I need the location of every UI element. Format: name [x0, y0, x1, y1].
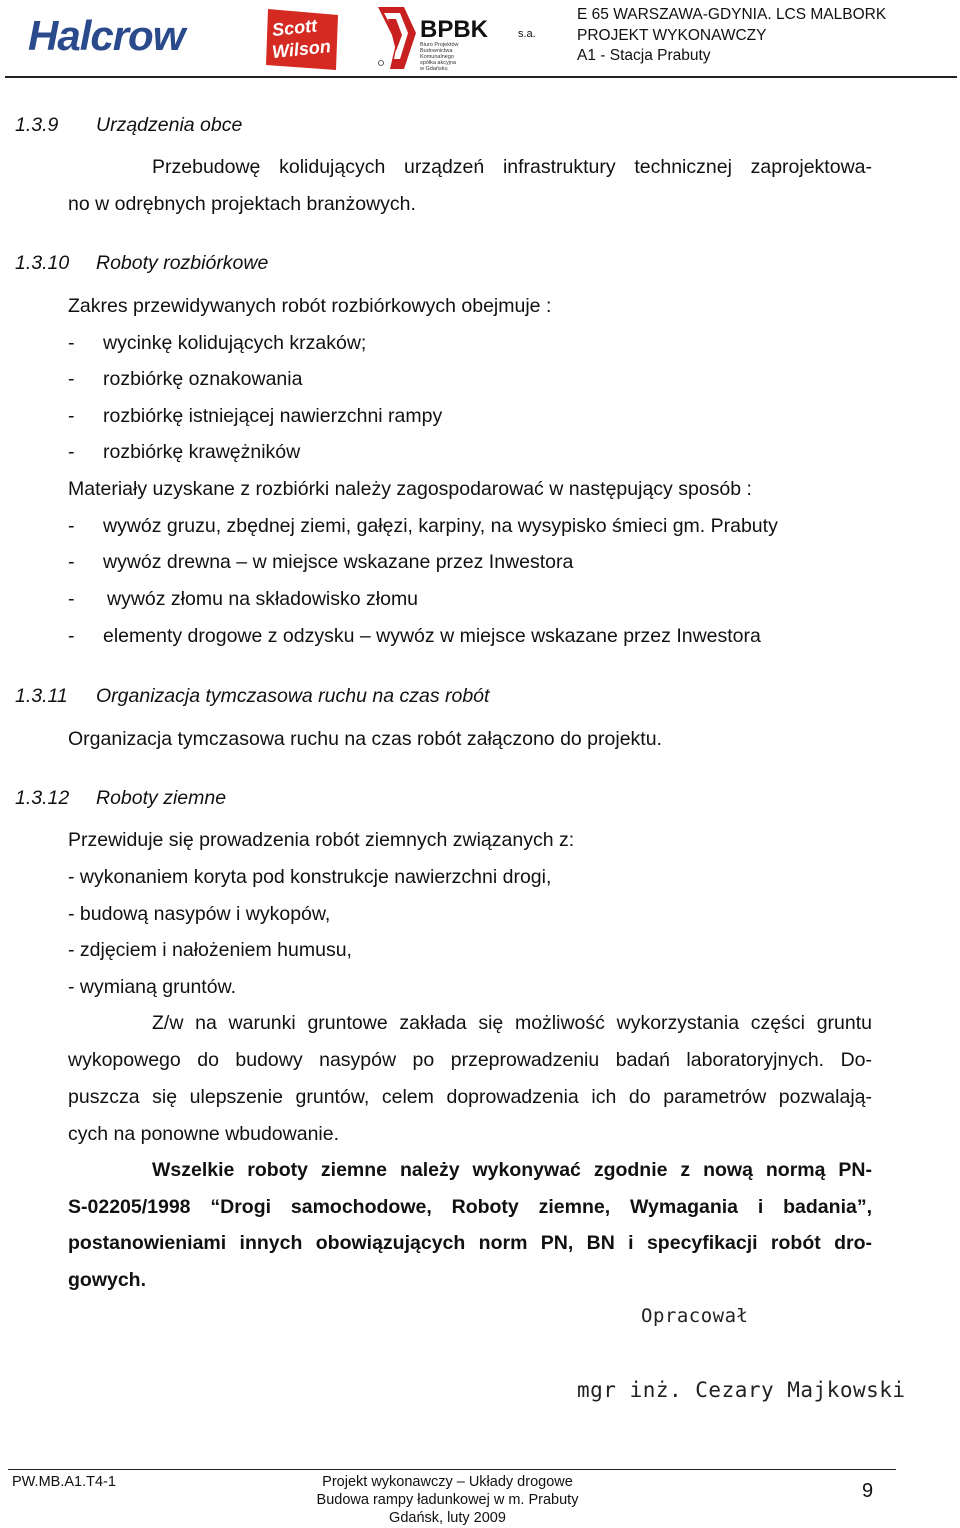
bold-paragraph-line: postanowieniami innych obowiązujących norm PN, BN i specyfikacji robót dro- [68, 1232, 872, 1254]
paragraph-line: Z/w na warunki gruntowe zakłada się możliwość wykorzystania części gruntu [152, 1012, 872, 1034]
paragraph-line: Przebudowę kolidujących urządzeń infrastruktury technicznej zaprojektowa- [152, 156, 872, 178]
footer-line: Projekt wykonawczy – Układy drogowe [322, 1474, 573, 1490]
list-dash: - [68, 441, 75, 463]
header-info [577, 5, 886, 67]
list-dash: - [68, 405, 75, 427]
footer-rule [8, 1469, 896, 1470]
section-number: 1.3.10 [15, 252, 70, 274]
list-dash: - [68, 515, 75, 537]
bpbk-small-2: Budownictwa [420, 48, 453, 54]
page-number: 9 [862, 1480, 874, 1502]
section-title: Roboty ziemne [96, 787, 227, 809]
section-title: Roboty rozbiórkowe [96, 252, 269, 274]
halcrow-logo-text: Halcrow [28, 14, 185, 56]
section-number: 1.3.9 [15, 114, 59, 136]
list-item: rozbiórkę oznakowania [103, 368, 303, 390]
section-number: 1.3.11 [15, 685, 68, 707]
list-dash: - [68, 332, 75, 354]
footer-center [300, 1473, 595, 1527]
section-title: Urządzenia obce [96, 114, 243, 136]
list-item: wywóz złomu na składowisko złomu [107, 588, 419, 610]
header-line-station: A1 - Stacja Prabuty [577, 47, 711, 64]
list-item: elementy drogowe z odzysku – wywóz w miejsce wskazane przez Inwestora [103, 625, 761, 647]
bpbk-small-1: Biuro Projektów [420, 42, 459, 48]
bpbk-small-4: spółka akcyjna [420, 60, 457, 66]
list-item: rozbiórkę krawężników [103, 441, 301, 463]
bold-paragraph-line: Wszelkie roboty ziemne należy wykonywać zgodnie z nową normą PN- [152, 1159, 872, 1181]
list-item: wywóz gruzu, zbędnej ziemi, gałęzi, karpiny, na wysypisko śmieci gm. Prabuty [103, 515, 778, 537]
bpbk-suffix-text: s.a. [518, 28, 536, 40]
list-dash: - [68, 368, 75, 390]
section-title: Organizacja tymczasowa ruchu na czas robót [96, 685, 490, 707]
bpbk-logo-text: BPBK [420, 16, 489, 43]
bpbk-small-3: Komunalnego [420, 54, 454, 60]
scott-wilson-logo [264, 7, 340, 72]
footer-line: Gdańsk, luty 2009 [389, 1510, 506, 1526]
header-rule [5, 76, 957, 78]
paragraph-line: Organizacja tymczasowa ruchu na czas robót załączono do projektu. [68, 728, 662, 750]
paragraph-line: no w odrębnych projektach branżowych. [68, 193, 416, 215]
header-line-project: E 65 WARSZAWA-GDYNIA. LCS MALBORK [577, 6, 887, 23]
signature-label: Opracował [641, 1305, 749, 1327]
paragraph-line: wykopowego do budowy nasypów po przeprowadzeniu badań laboratoryjnych. Do- [68, 1049, 872, 1071]
bold-paragraph-line: S-02205/1998 “Drogi samochodowe, Roboty ziemne, Wymagania i badania”, [68, 1196, 872, 1218]
list-item: - wykonaniem koryta pod konstrukcje nawierzchni drogi, [68, 866, 552, 888]
footer-line: Budowa rampy ładunkowej w m. Prabuty [316, 1492, 579, 1508]
section-number: 1.3.12 [15, 787, 70, 809]
list-intro: Materiały uzyskane z rozbiórki należy zagospodarować w następujący sposób : [68, 478, 752, 500]
paragraph-line: puszcza się ulepszenie gruntów, celem doprowadzenia ich do parametrów pozwalają- [68, 1086, 872, 1108]
list-dash: - [68, 551, 75, 573]
list-item: - budową nasypów i wykopów, [68, 903, 331, 925]
list-dash: - [68, 588, 75, 610]
list-item: rozbiórkę istniejącej nawierzchni rampy [103, 405, 443, 427]
footer-doc-code: PW.MB.A1.T4-1 [12, 1474, 116, 1490]
bpbk-logo [376, 3, 540, 71]
list-intro: Przewiduje się prowadzenia robót ziemnych związanych z: [68, 829, 575, 851]
list-item: - zdjęciem i nałożeniem humusu, [68, 939, 352, 961]
list-item: - wymianą gruntów. [68, 976, 236, 998]
bold-paragraph-line: gowych. [68, 1269, 147, 1291]
signature-name: mgr inż. Cezary Majkowski [577, 1378, 906, 1402]
scott-logo-text: Scott [271, 15, 318, 41]
list-dash: - [68, 625, 75, 647]
bpbk-small-5: w Gdańsku [420, 66, 448, 71]
list-item: wycinkę kolidujących krzaków; [103, 332, 367, 354]
list-intro: Zakres przewidywanych robót rozbiórkowych obejmuje : [68, 295, 552, 317]
wilson-logo-text: Wilson [271, 36, 332, 63]
header-line-phase: PROJEKT WYKONAWCZY [577, 26, 767, 44]
list-item: wywóz drewna – w miejsce wskazane przez Inwestora [103, 551, 574, 573]
halcrow-logo [26, 14, 206, 56]
paragraph-line: cych na ponowne wbudowanie. [68, 1123, 340, 1145]
